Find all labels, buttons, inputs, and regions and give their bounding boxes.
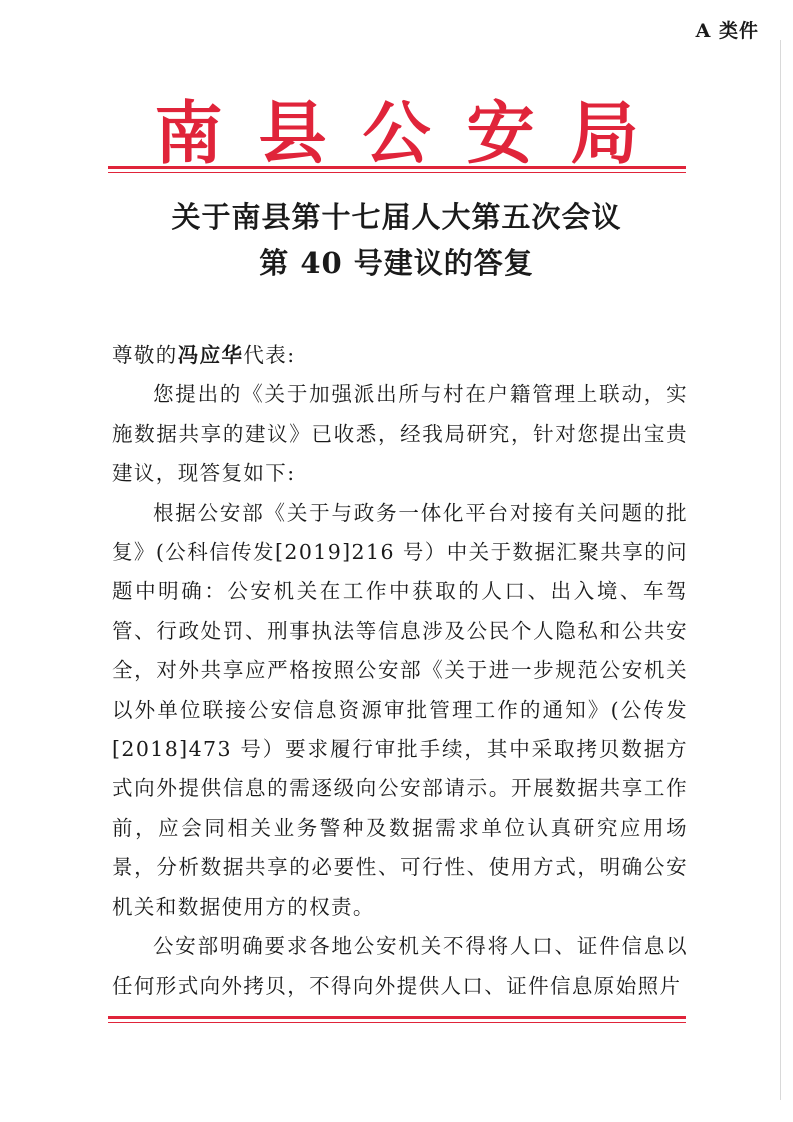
document-title-line-1: 关于南县第十七届人大第五次会议 [171, 200, 622, 234]
salutation-suffix: 代表: [243, 343, 296, 367]
footer-divider-thick [108, 1016, 686, 1019]
body-paragraph-3: 公安部明确要求各地公安机关不得将人口、证件信息以任何形式向外拷贝，不得向外提供人口、证件信息原始照片 [112, 934, 688, 998]
footer-divider-thin [108, 1022, 686, 1023]
salutation [112, 336, 688, 375]
masthead-divider-thick [108, 166, 686, 169]
document-title-line-2: 第 40 号建议的答复 [259, 246, 534, 280]
document-body [112, 336, 688, 1006]
masthead-divider-thin [108, 172, 686, 173]
classification-label: A 类件 [695, 20, 759, 42]
body-paragraph-2: 根据公安部《关于与政务一体化平台对接有关问题的批复》(公科信传发[2019]216 号）中关于数据汇聚共享的问题中明确：公安机关在工作中获取的人口、出入境、车驾管、行政处罚、刑事执法等信息涉及公民个人隐私和公共安全，对外共享应严格按照公安部《关于进一步规范公安机关以外单位联接公安信息资源审批管理工作的通知》(公传发[2018]473 号）要求履行审批手续，其中采取拷贝数据方式向外提供信息的需逐级向公安部请示。开展数据共享工作前，应会同相关业务警种及数据需求单位认真研究应用场景，分析数据共享的必要性、可行性、使用方式，明确公安机关和数据使用方的权责。 [112, 500, 688, 919]
salutation-prefix: 尊敬的 [112, 343, 178, 367]
recipient-name: 冯应华 [177, 343, 244, 367]
agency-masthead: 南县公安局 [154, 94, 675, 174]
body-paragraph-1: 您提出的《关于加强派出所与村在户籍管理上联动，实施数据共享的建议》已收悉，经我局研究，针对您提出宝贵建议，现答复如下: [112, 382, 688, 486]
scan-edge-line [780, 40, 781, 1100]
